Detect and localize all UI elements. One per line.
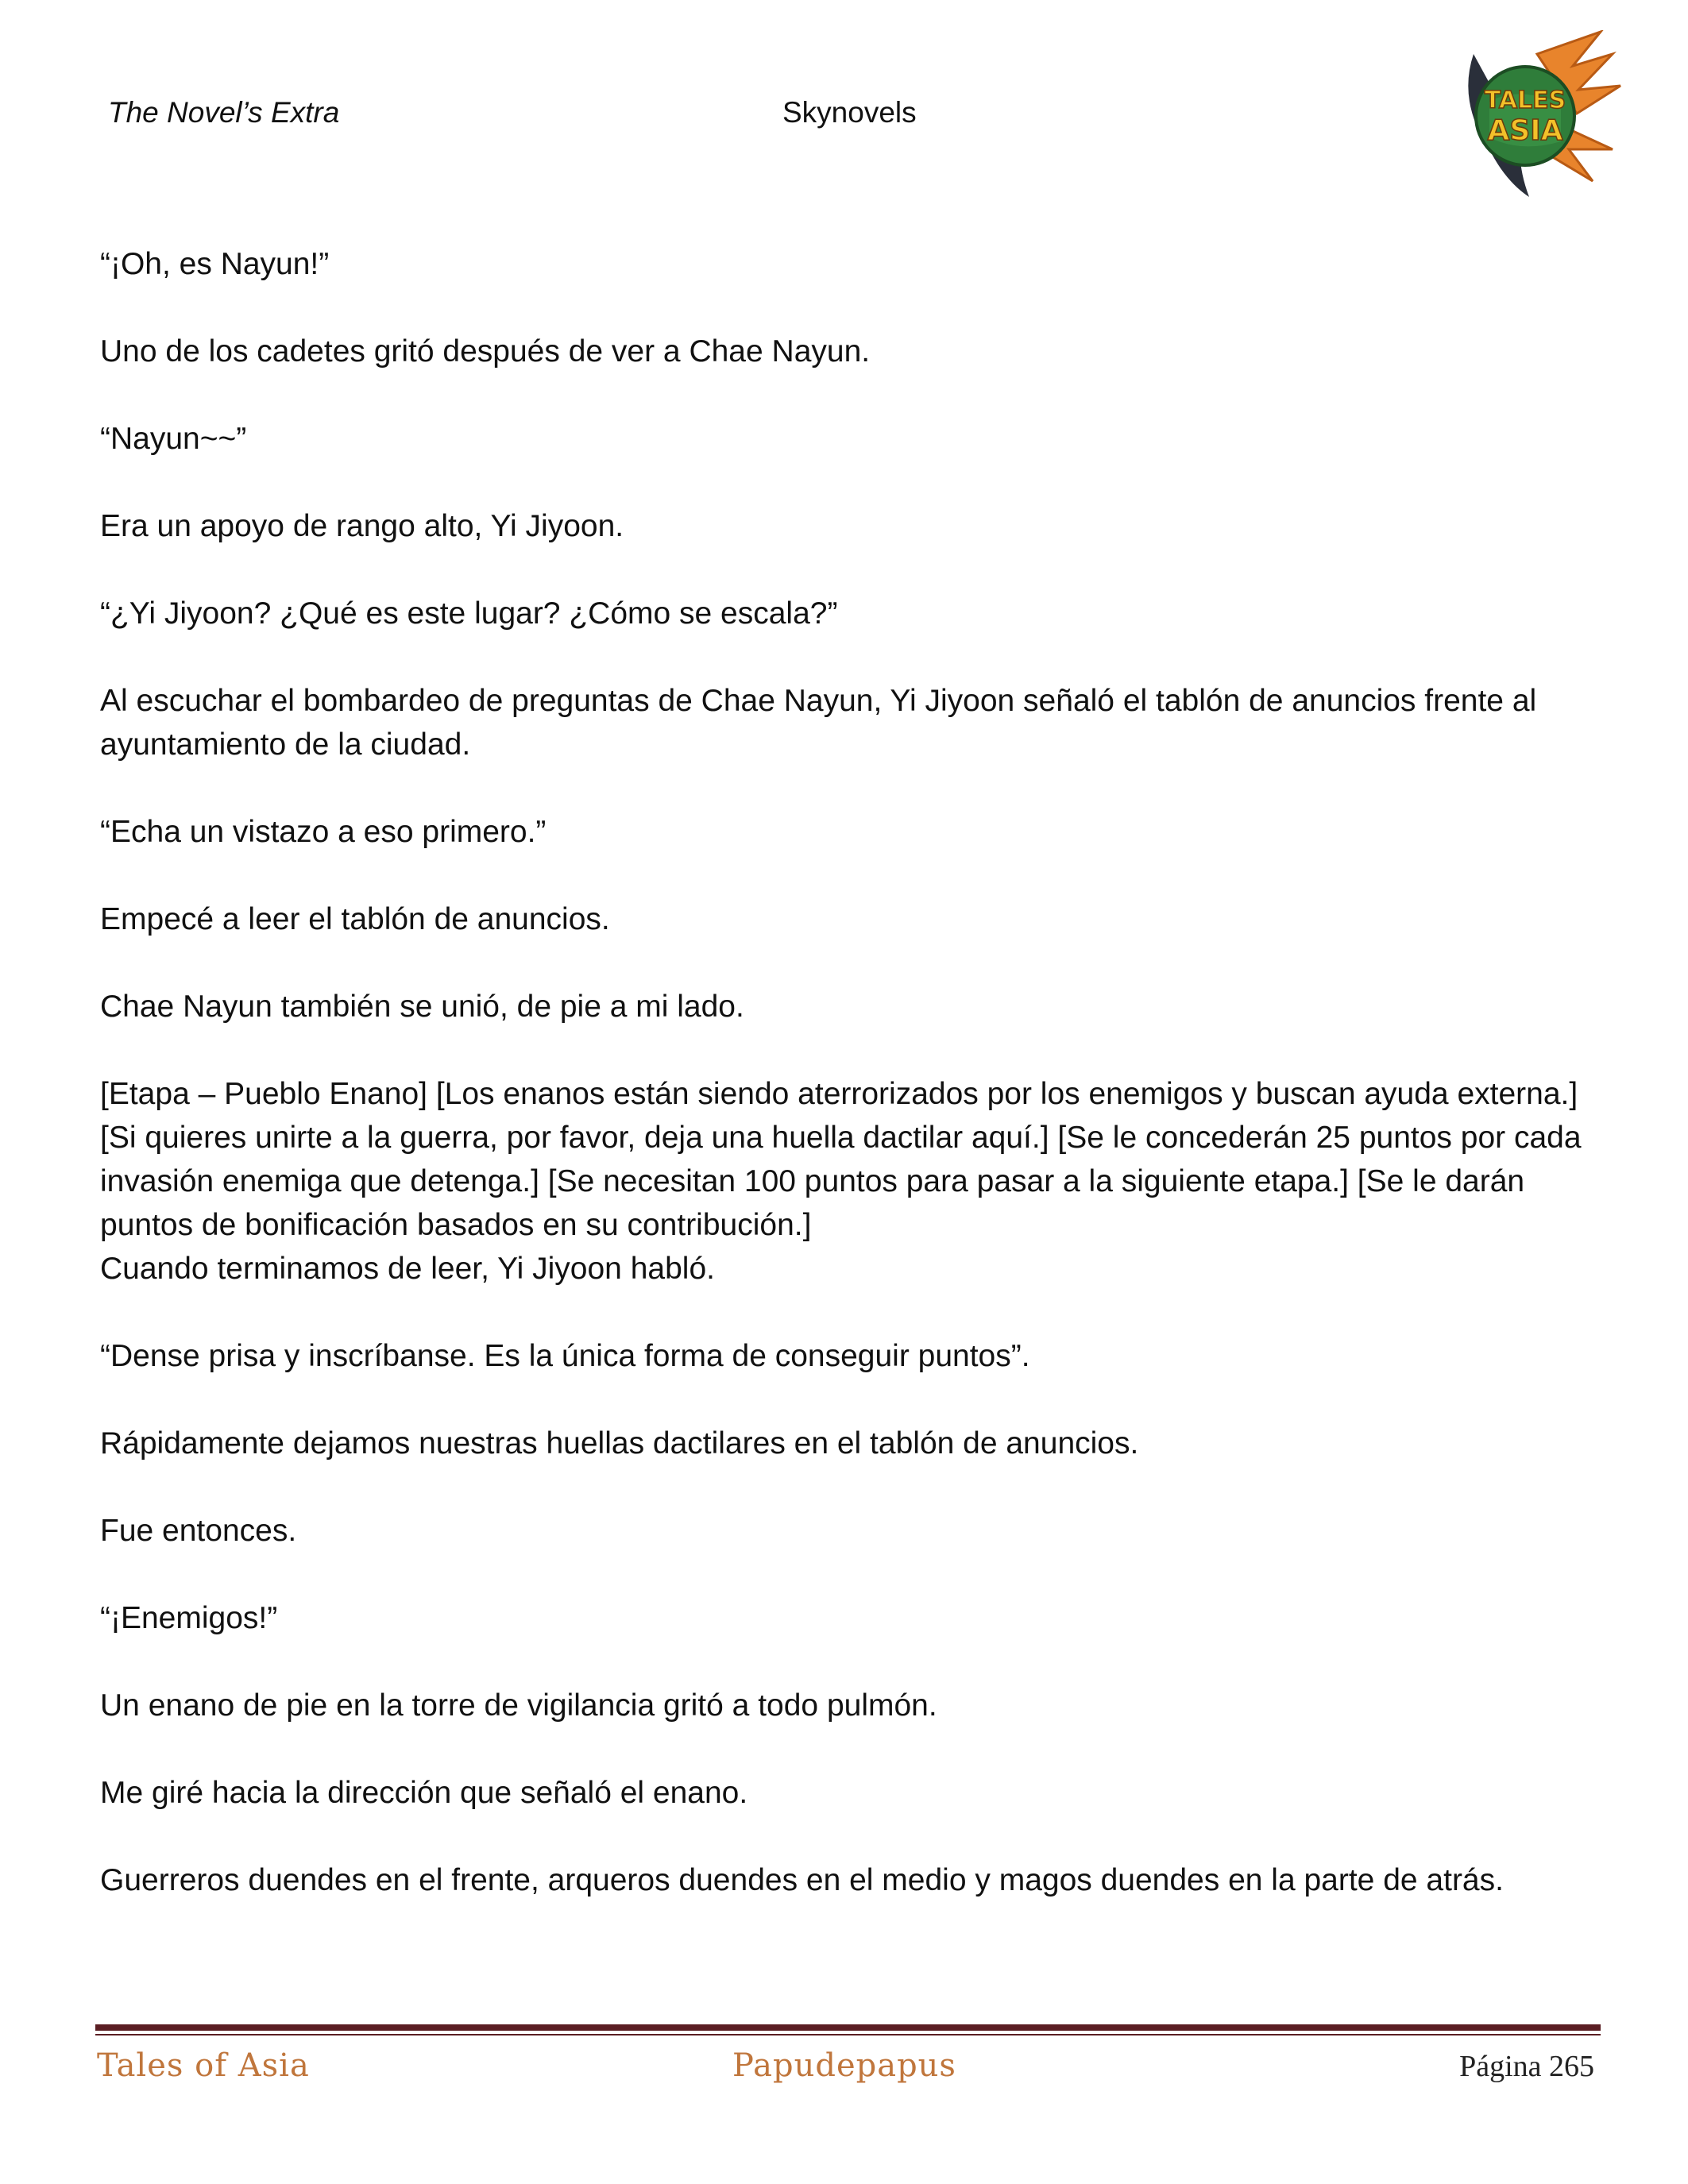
paragraph: Al escuchar el bombardeo de preguntas de Chae Nayun, Yi Jiyoon señaló el tablón de anuncios frente al ayuntamiento de la ciudad. — [100, 684, 1537, 762]
footer-divider-thin — [95, 2034, 1601, 2035]
paragraph: Me giré hacia la dirección que señaló el enano. — [100, 1776, 748, 1810]
paragraph: “¡Oh, es Nayun!” — [100, 247, 330, 281]
footer-translator: Papudepapus — [732, 2047, 956, 2084]
tales-of-asia-logo — [1442, 30, 1624, 201]
logo-text-top: TALES — [1484, 87, 1566, 114]
paragraph: Empecé a leer el tablón de anuncios. — [100, 902, 610, 936]
paragraph: Rápidamente dejamos nuestras huellas dactilares en el tablón de anuncios. — [100, 1426, 1139, 1461]
header-title: The Novel’s Extra — [108, 96, 340, 129]
paragraph: Guerreros duendes en el frente, arqueros duendes en el medio y magos duendes en la parte de atrás. — [100, 1863, 1504, 1897]
paragraph: Fue entonces. — [100, 1514, 297, 1548]
paragraph: “¡Enemigos!” — [100, 1601, 278, 1635]
paragraph: Uno de los cadetes gritó después de ver a Chae Nayun. — [100, 334, 871, 369]
footer-publisher: Tales of Asia — [97, 2047, 310, 2084]
paragraph: Chae Nayun también se unió, de pie a mi lado. — [100, 990, 744, 1024]
paragraph: “Echa un vistazo a eso primero.” — [100, 815, 547, 849]
paragraph: “Dense prisa y inscríbanse. Es la única forma de conseguir puntos”. — [100, 1339, 1030, 1373]
paragraph: [Etapa – Pueblo Enano] [Los enanos están siendo aterrorizados por los enemigos y buscan ayuda externa.] [Si quieres unirte a la guerra, por favor, deja una huella dactilar aquí.] [Se le concederán 25 puntos por cada invasión enemiga que detenga.] [Se necesitan 100 puntos para pasar a la siguiente etapa.] [Se le darán puntos de bonificación basados en su contribución.] — [100, 1077, 1582, 1242]
paragraph: Un enano de pie en la torre de vigilancia gritó a todo pulmón. — [100, 1688, 937, 1723]
logo-text-bottom: ASIA — [1487, 114, 1563, 147]
chapter-body — [100, 242, 1593, 1902]
footer-divider — [95, 2024, 1601, 2031]
paragraph: Era un apoyo de rango alto, Yi Jiyoon. — [100, 509, 624, 543]
header-site: Skynovels — [782, 96, 917, 129]
paragraph: “¿Yi Jiyoon? ¿Qué es este lugar? ¿Cómo se escala?” — [100, 596, 838, 631]
paragraph: “Nayun~~” — [100, 422, 247, 456]
paragraph: Cuando terminamos de leer, Yi Jiyoon habló. — [100, 1252, 715, 1286]
page-number: Página 265 — [1459, 2050, 1594, 2083]
